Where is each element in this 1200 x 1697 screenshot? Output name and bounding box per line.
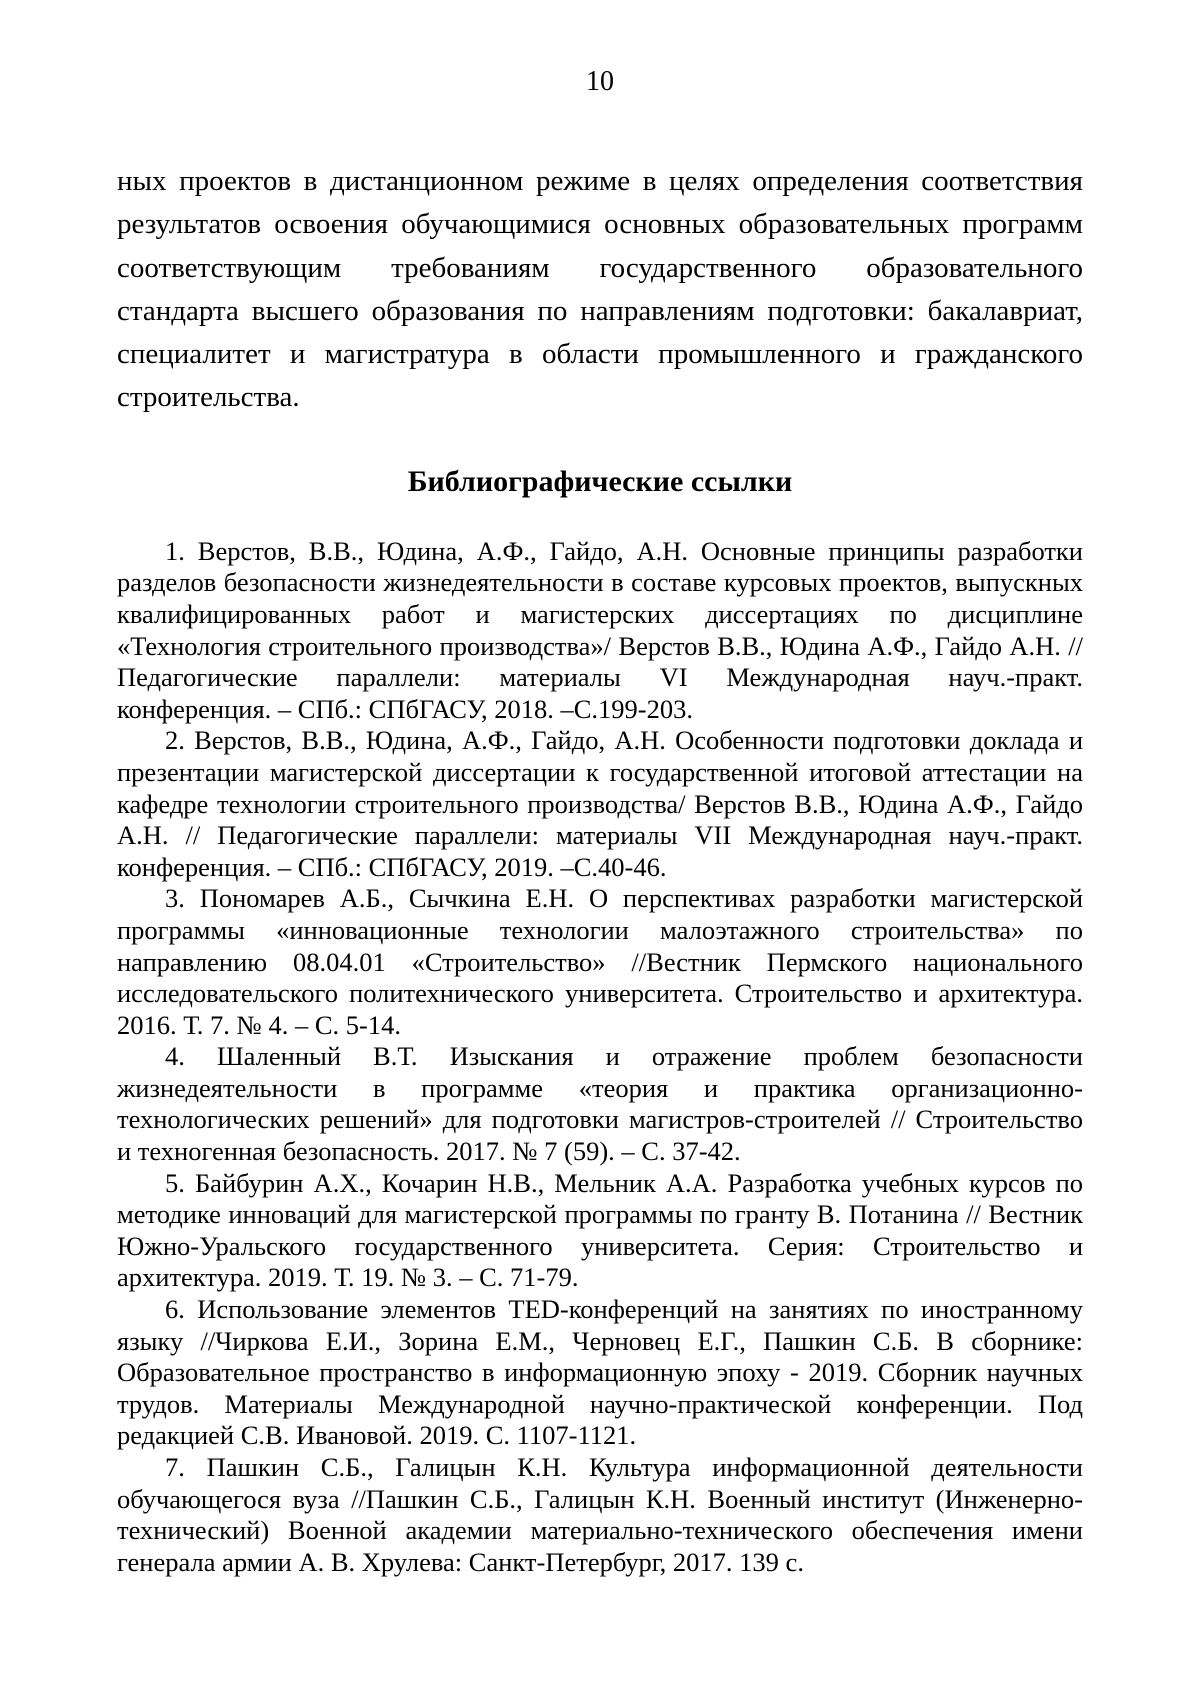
bibliography-heading: Библиографические ссылки	[407, 464, 793, 498]
reference-item: 7. Пашкин С.Б., Галицын К.Н. Культура информационной деятельности обучающегося вуза //Пашкин С.Б., Галицын К.Н. Военный институт (Инженерно-технический) Военной академии материально-технического обеспечения имени генерала армии А. В. Хрулева: Санкт-Петербург, 2017. 139 с.	[117, 1452, 1083, 1577]
reference-item: 2. Верстов, В.В., Юдина, А.Ф., Гайдо, А.Н. Особенности подготовки доклада и презентации магистерской диссертации к государственной итоговой аттестации на кафедре технологии строительного производства/ Верстов В.В., Юдина А.Ф., Гайдо А.Н. // Педагогические параллели: материалы VII Международная науч.-практ. конференция. – СПб.: СПбГАСУ, 2019. –С.40-46.	[117, 725, 1084, 882]
reference-item: 3. Пономарев А.Б., Сычкина Е.Н. О перспективах разработки магистерской программы «инновационные технологии малоэтажного строительства» по направлению 08.04.01 «Строительство» //Вестник Пермского национального исследовательского политехнического университета. Строительство и архитектура. 2016. Т. 7. № 4. – С. 5-14.	[117, 883, 1083, 1040]
page-number: 10	[586, 66, 614, 97]
bibliography-list	[117, 536, 1083, 1579]
reference-item: 5. Байбурин А.Х., Кочарин Н.В., Мельник А.А. Разработка учебных курсов по методике инноваций для магистерской программы по гранту В. Потанина // Вестник Южно-Уральского государственного университета. Серия: Строительство и архитектура. 2019. Т. 19. № 3. – С. 71-79.	[117, 1167, 1083, 1293]
page-content	[117, 160, 1083, 1578]
reference-item: 1. Верстов, В.В., Юдина, А.Ф., Гайдо, А.Н. Основные принципы разработки разделов безопасности жизнедеятельности в составе курсовых проектов, выпускных квалифицированных работ и магистерских диссертациях по дисциплине «Технология строительного производства»/ Верстов В.В., Юдина А.Ф., Гайдо А.Н. // Педагогические параллели: материалы VI Международная науч.-практ. конференция. – СПб.: СПбГАСУ, 2018. –С.199-203.	[117, 535, 1083, 724]
reference-item: 4. Шаленный В.Т. Изыскания и отражение проблем безопасности жизнедеятельности в программе «теория и практика организационно-технологических решений» для подготовки магистров-строителей // Строительство и техногенная безопасность. 2017. № 7 (59). – С. 37-42.	[117, 1041, 1083, 1167]
reference-item: 6. Использование элементов TED-конференций на занятиях по иностранному языку //Чиркова Е.И., Зорина Е.М., Черновец Е.Г., Пашкин С.Б. В сборнике: Образовательное пространство в информационную эпоху - 2019. Сборник научных трудов. Материалы Международной научно-практической конференции. Под редакцией С.В. Ивановой. 2019. С. 1107-1121.	[117, 1294, 1083, 1451]
intro-paragraph: ных проектов в дистанционном режиме в целях определения соответствия результатов освоения обучающимися основных образовательных программ соответствующим требованиям государственного образовательного стандарта высшего образования по направлениям подготовки: бакалавриат, специалитет и магистратура в области промышленного и гражданского строительства.	[117, 165, 1083, 414]
